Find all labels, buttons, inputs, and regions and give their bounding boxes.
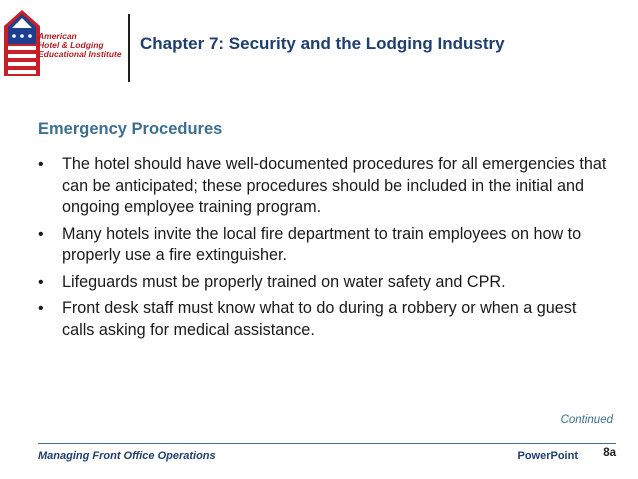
bullet-text: The hotel should have well-documented procedures for all emergencies that can be anticipated; these procedures should be included in the initial and ongoing employee training program.	[62, 155, 607, 216]
bullet-dot-icon: •	[38, 156, 44, 173]
bullet-text: Lifeguards must be properly trained on water safety and CPR.	[62, 272, 506, 291]
bullet-list	[38, 154, 613, 346]
house-logo-icon	[4, 10, 40, 78]
chapter-title: Chapter 7: Security and the Lodging Industry	[140, 34, 505, 53]
page-number: 8a	[603, 447, 616, 459]
bullet-dot-icon: •	[38, 300, 44, 317]
bullet-item	[38, 298, 613, 341]
ahlei-logo	[4, 10, 124, 80]
header-divider	[128, 14, 130, 82]
continued-label: Continued	[560, 414, 613, 426]
footer-app-label: PowerPoint	[517, 450, 578, 462]
bullet-text: Many hotels invite the local fire department to train employees on how to properly use a fire extinguisher.	[62, 224, 582, 264]
logo-line-1: American	[38, 31, 77, 41]
bullet-dot-icon: •	[38, 225, 44, 243]
bullet-dot-icon: •	[38, 273, 44, 291]
bullet-text: Front desk staff must know what to do during a robbery or when a guest calls asking for medical assistance.	[62, 299, 577, 339]
bullet-item	[38, 272, 613, 294]
bullet-item	[38, 224, 613, 267]
footer-divider	[38, 443, 616, 444]
section-title: Emergency Procedures	[38, 120, 223, 138]
footer-course-title: Managing Front Office Operations	[38, 450, 216, 462]
bullet-item	[38, 154, 613, 219]
logo-line-3: Educational Institute	[38, 49, 122, 59]
logo-text	[38, 32, 122, 59]
logo-line-2: Hotel & Lodging	[38, 40, 104, 50]
